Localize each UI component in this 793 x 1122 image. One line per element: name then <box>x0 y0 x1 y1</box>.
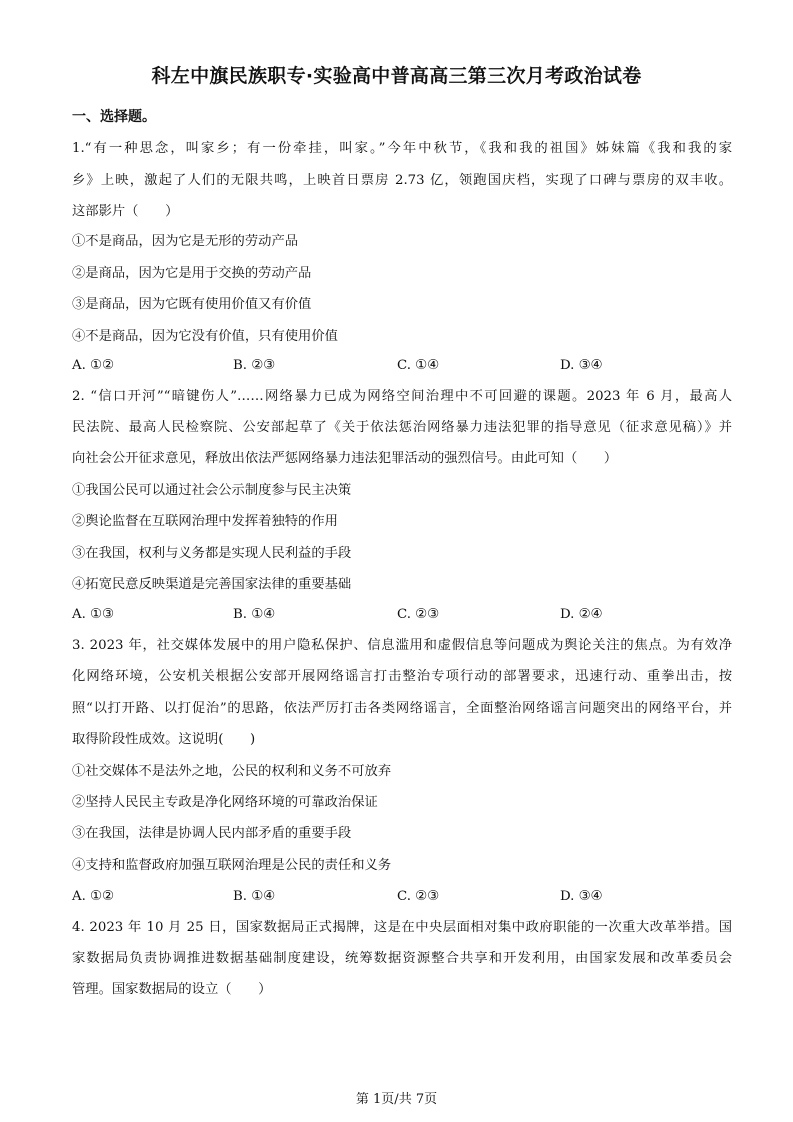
q2-option-c: C. ②③ <box>397 607 439 622</box>
q3-option-b: B. ①④ <box>233 889 276 904</box>
q1-option-b: B. ②③ <box>233 358 276 373</box>
q2-options <box>72 605 712 625</box>
q3-option-c: C. ②③ <box>397 889 439 904</box>
section-heading: 一、选择题。 <box>72 109 156 125</box>
q2-line-3: 向社会公开征求意见，释放出依法严惩网络暴力违法犯罪活动的强烈信号。由此可知（ ） <box>72 451 618 466</box>
q3-statement-2: ②坚持人民民主专政是净化网络环境的可靠政治保证 <box>72 795 378 810</box>
q2-statement-2: ②舆论监督在互联网治理中发挥着独特的作用 <box>72 514 338 529</box>
q1-line-3: 这部影片（ ） <box>72 204 179 219</box>
q2-option-d: D. ②④ <box>560 607 603 622</box>
q1-statement-2: ②是商品，因为它是用于交换的劳动产品 <box>72 266 312 281</box>
q3-statement-3: ③在我国，法律是协调人民内部矛盾的重要手段 <box>72 826 352 841</box>
q2-line-1: 2. “信口开河”“暗键伤人”……网络暴力已成为网络空间治理中不可回避的课题。2023 年 6 月，最高人 <box>72 389 732 404</box>
q1-statement-3: ③是商品，因为它既有使用价值又有价值 <box>72 297 312 312</box>
q1-statement-1: ①不是商品，因为它是无形的劳动产品 <box>72 234 299 249</box>
page-title: 科左中旗民族职专·实验高中普高高三第三次月考政治试卷 <box>151 65 642 87</box>
q2-statement-3: ③在我国，权利与义务都是实现人民利益的手段 <box>72 546 352 561</box>
q3-statement-4: ④支持和监督政府加强互联网治理是公民的责任和义务 <box>72 858 392 873</box>
q1-line-2: 乡》上映，激起了人们的无限共鸣，上映首日票房 2.73 亿，领跑国庆档，实现了口碑与票房的双丰收。 <box>72 173 732 188</box>
q1-option-a: A. ①② <box>72 358 114 373</box>
q4-line-1: 4. 2023 年 10 月 25 日，国家数据局正式揭牌，这是在中央层面相对集中政府职能的一次重大改革举措。国 <box>72 920 732 935</box>
q3-options <box>72 887 712 907</box>
q1-options <box>72 356 712 376</box>
q3-line-4: 取得阶段性成效。这说明( ) <box>72 732 256 747</box>
q2-option-a: A. ①③ <box>72 607 114 622</box>
q3-statement-1: ①社交媒体不是法外之地，公民的权利和义务不可放弃 <box>72 764 392 779</box>
page-footer: 第 1页/共 7页 <box>355 1092 438 1107</box>
q2-line-2: 民法院、最高人民检察院、公安部起草了《关于依法惩治网络暴力违法犯罪的指导意见（征求意见稿）》并 <box>72 420 732 435</box>
q2-option-b: B. ①④ <box>233 607 276 622</box>
q1-statement-4: ④不是商品，因为它没有价值，只有使用价值 <box>72 329 338 344</box>
q1-option-c: C. ①④ <box>397 358 439 373</box>
q1-line-1: 1.“有一种思念，叫家乡；有一份牵挂，叫家。”今年中秋节，《我和我的祖国》姊妹篇《我和我的家 <box>72 141 732 156</box>
q3-line-2: 化网络环境，公安机关根据公安部开展网络谣言打击整治专项行动的部署要求，迅速行动、重拳出击，按 <box>72 669 732 684</box>
q3-line-3: 照“以打开路、以打促治”的思路，依法严厉打击各类网络谣言，全面整治网络谣言问题突出的网络平台，并 <box>72 701 732 716</box>
q4-line-3: 管理。国家数据局的设立（ ） <box>72 982 272 997</box>
q3-option-d: D. ③④ <box>560 889 603 904</box>
q2-statement-4: ④拓宽民意反映渠道是完善国家法律的重要基础 <box>72 577 352 592</box>
q3-option-a: A. ①② <box>72 889 114 904</box>
q4-line-2: 家数据局负责协调推进数据基础制度建设，统筹数据资源整合共享和开发利用，由国家发展和改革委员会 <box>72 951 732 966</box>
q1-option-d: D. ③④ <box>560 358 603 373</box>
q3-line-1: 3. 2023 年，社交媒体发展中的用户隐私保护、信息滥用和虚假信息等问题成为舆论关注的焦点。为有效净 <box>72 638 732 653</box>
q2-statement-1: ①我国公民可以通过社会公示制度参与民主决策 <box>72 483 352 498</box>
